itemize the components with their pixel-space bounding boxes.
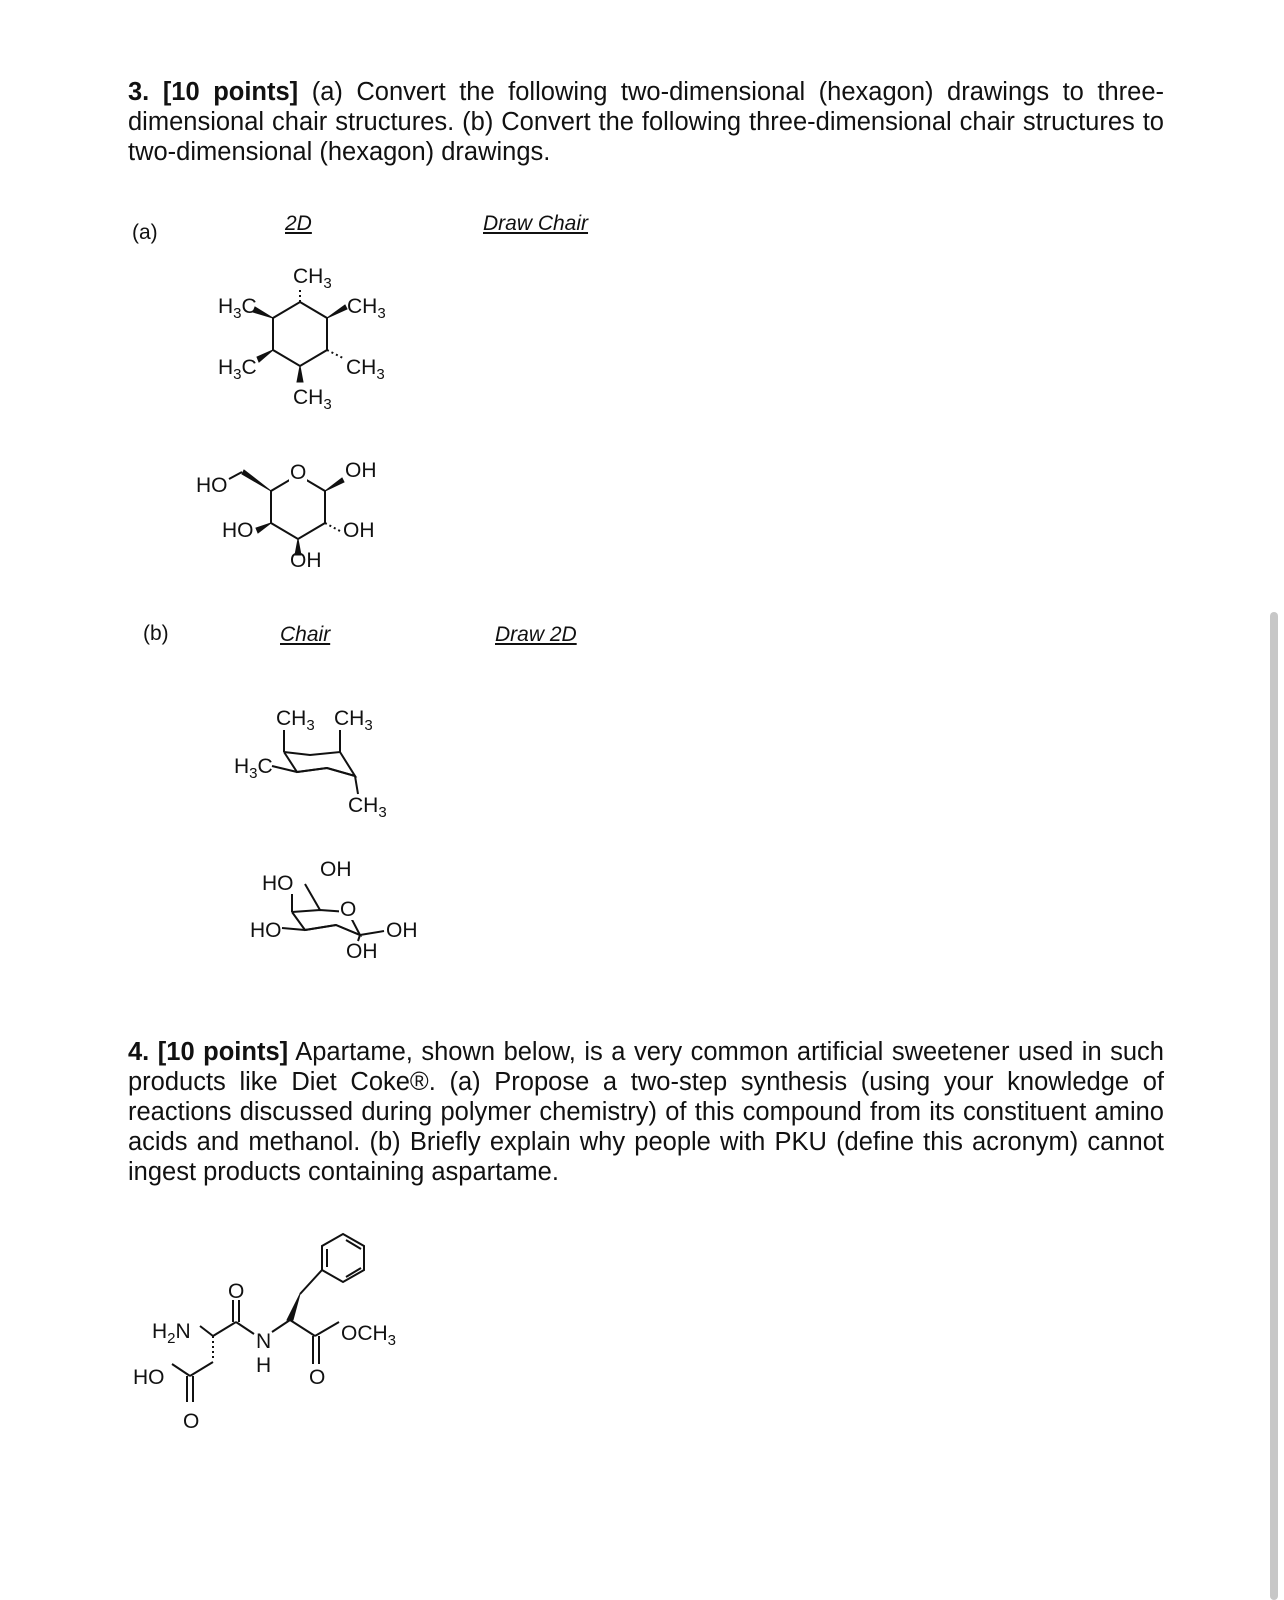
mol1-lower-right-ch3: $CH_3$ xyxy=(346,356,385,383)
part-a-label: (a) xyxy=(132,221,158,244)
aspartame-nh-h: H xyxy=(256,1354,272,1377)
mol1-upper-right-ch3: $CH_3$ xyxy=(347,295,386,322)
heading-draw-2d: Draw 2D xyxy=(495,623,577,646)
aspartame-acid-ho: HO xyxy=(133,1366,165,1389)
question-4-points: [10 points] xyxy=(157,1038,289,1066)
mol4-right-oh: OH xyxy=(386,919,418,942)
aspartame-ester-och3: $OCH_3$ xyxy=(341,1322,397,1349)
heading-chair: Chair xyxy=(280,623,331,646)
mol1-top-ch3: $CH_3$ xyxy=(293,265,332,292)
mol4-top-oh: OH xyxy=(320,858,352,881)
heading-2d: 2D xyxy=(285,212,312,235)
mol3-bottom-ch3: $CH_3$ xyxy=(348,794,387,821)
aspartame-nh-n: N xyxy=(256,1330,272,1353)
mol4-top-ho: HO xyxy=(262,872,294,895)
question-3-body: (a) Convert the following two-dimensional (hexagon) drawings to three-dimensional chair structures. (b) Convert the following three-dimensional chair structures to two-dimensional (hexagon) drawings. xyxy=(128,78,1165,166)
aspartame-acid-o: O xyxy=(183,1410,200,1433)
mol3-ch3-a: $CH_3$ xyxy=(276,707,315,734)
part-b-label: (b) xyxy=(143,622,169,645)
mol3-ch3-b: $CH_3$ xyxy=(334,707,373,734)
question-3-points: [10 points] xyxy=(162,78,299,106)
question-3-number: 3. xyxy=(128,78,150,106)
aspartame-amine: $H_2N$ xyxy=(152,1320,191,1347)
heading-draw-chair: Draw Chair xyxy=(483,212,589,235)
mol2-ring-o: O xyxy=(290,461,307,484)
vertical-scrollbar[interactable] xyxy=(1270,612,1278,1600)
mol4-ring-o: O xyxy=(340,898,357,921)
mol1-upper-left-h3c: $H_3C$ xyxy=(218,295,257,322)
mol2-bottom-oh: OH xyxy=(290,549,322,572)
mol4-bottom-oh: OH xyxy=(346,940,378,963)
question-4-number: 4. xyxy=(128,1038,150,1066)
mol4-left-ho: HO xyxy=(250,919,282,942)
mol2-ch2oh-ho: HO xyxy=(196,474,228,497)
aspartame-amide-o: O xyxy=(228,1280,245,1303)
mol3-left-h3c: $H_3C$ xyxy=(234,755,273,782)
mol2-left-ho: HO xyxy=(222,519,254,542)
mol2-right-oh: OH xyxy=(345,459,377,482)
mol1-lower-left-h3c: $H_3C$ xyxy=(218,356,257,383)
question-4-body: Apartame, shown below, is a very common artificial sweetener used in such products like Diet Coke®. (a) Propose a two-step synthesis (using your knowledge of reactions discussed during polymer chemistry) of this compound from its constituent amino acids and methanol. (b) Briefly explain why people with PKU (define this acronym) cannot ingest products containing aspartame. xyxy=(128,1038,1164,1186)
mol1-bottom-ch3: $CH_3$ xyxy=(293,386,332,413)
aspartame-ester-o: O xyxy=(309,1366,326,1389)
mol2-lower-right-oh: OH xyxy=(343,519,375,542)
